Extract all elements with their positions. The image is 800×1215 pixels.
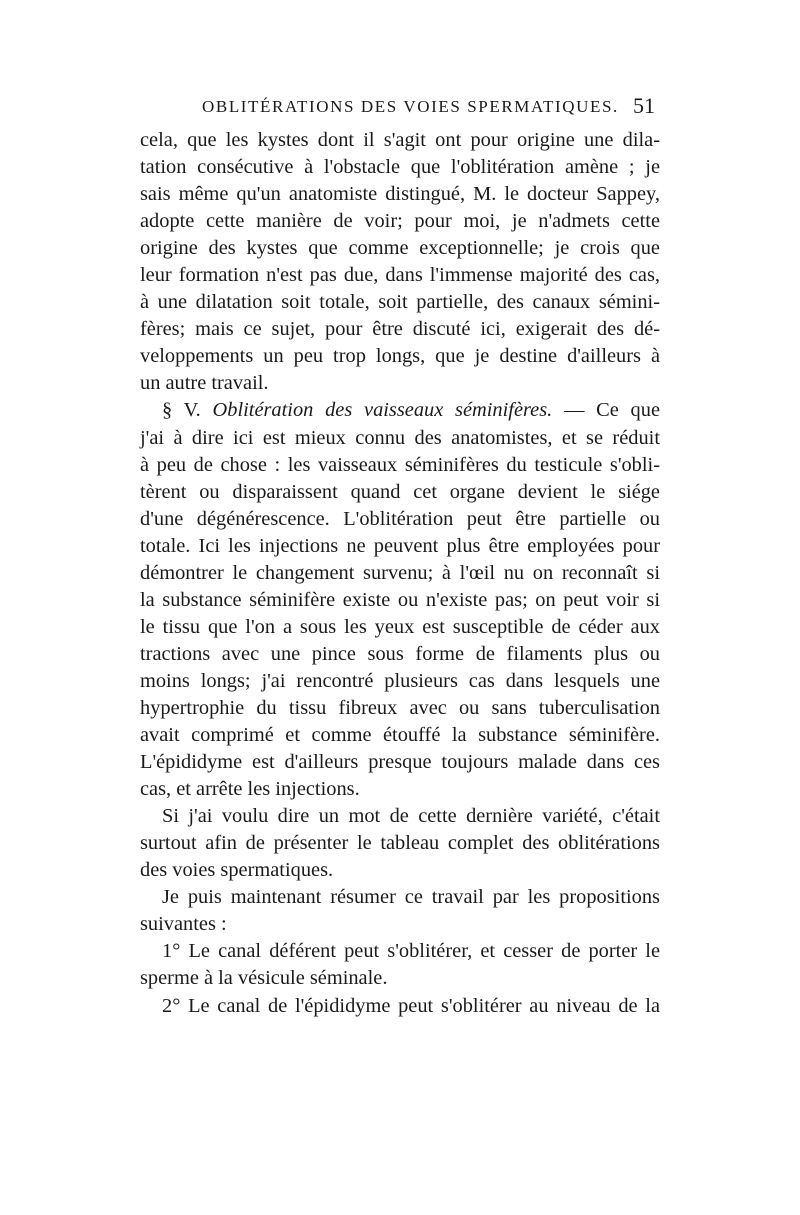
text-line: origine des kystes que comme exceptionnelle; je crois que <box>140 237 660 260</box>
text-line: j'ai à dire ici est mieux connu des anatomistes, et se réduit <box>140 426 660 449</box>
text-line: veloppements un peu trop longs, que je destine d'ailleurs à <box>140 345 660 368</box>
text-line: tractions avec une pince sous forme de filaments plus ou <box>140 642 660 665</box>
section-lead-text: — Ce que <box>564 399 660 422</box>
text-line: sais même qu'un anatomiste distingué, M. le docteur Sappey, <box>140 183 660 206</box>
text-line: avait comprimé et comme étouffé la substance séminifère. <box>140 724 660 747</box>
text-line: la substance séminifère existe ou n'existe pas; on peut voir si <box>140 588 660 611</box>
text-line: démontrer le changement survenu; à l'œil nu on reconnaît si <box>140 561 660 584</box>
text-line: surtout afin de présenter le tableau complet des oblitérations <box>140 832 660 855</box>
text-line: suivantes : <box>140 913 227 936</box>
list-item-line: 2° Le canal de l'épididyme peut s'oblitérer au niveau de la <box>162 994 660 1017</box>
text-line: tèrent ou disparaissent quand cet organe devient le siége <box>140 480 660 503</box>
list-item-line: 1° Le canal déférent peut s'oblitérer, et cesser de porter le <box>162 940 660 963</box>
text-line: des voies spermatiques. <box>140 859 334 882</box>
text-line: un autre travail. <box>140 372 269 395</box>
list-item-line: sperme à la vésicule séminale. <box>140 967 388 990</box>
text-line: cas, et arrête les injections. <box>140 778 360 801</box>
text-line: totale. Ici les injections ne peuvent plus être employées pour <box>140 534 660 557</box>
text-line: Je puis maintenant résumer ce travail par les propositions <box>162 886 660 909</box>
text-line: cela, que les kystes dont il s'agit ont pour origine une dila- <box>140 129 660 151</box>
page-header <box>140 93 655 123</box>
section-heading-line <box>140 397 660 424</box>
text-line: Si j'ai voulu dire un mot de cette dernière variété, c'était <box>162 805 660 828</box>
text-line: d'une dégénérescence. L'oblitération peut être partielle ou <box>140 507 660 530</box>
text-line: hypertrophie du tissu fibreux avec ou sans tuberculisation <box>140 696 660 719</box>
text-line: leur formation n'est pas due, dans l'immense majorité des cas, <box>140 264 660 287</box>
running-title: OBLITÉRATIONS DES VOIES SPERMATIQUES. <box>202 97 619 116</box>
text-line: à peu de chose : les vaisseaux séminifères du testicule s'obli- <box>140 453 660 476</box>
page-number: 51 <box>633 93 655 118</box>
text-line: à une dilatation soit totale, soit partielle, des canaux sémini- <box>140 291 660 314</box>
text-line: L'épididyme est d'ailleurs presque toujours malade dans ces <box>140 751 660 774</box>
text-line: adopte cette manière de voir; pour moi, je n'admets cette <box>140 210 660 233</box>
text-line: moins longs; j'ai rencontré plusieurs cas dans lesquels une <box>140 669 660 692</box>
text-line: le tissu que l'on a sous les yeux est susceptible de céder aux <box>140 615 660 638</box>
text-line: tation consécutive à l'obstacle que l'oblitération amène ; je <box>140 156 660 179</box>
section-number: § V. <box>162 399 201 422</box>
section-title: Oblitération des vaisseaux séminifères. <box>212 399 553 422</box>
text-line: fères; mais ce sujet, pour être discuté ici, exigerait des dé- <box>140 318 660 341</box>
body-text <box>140 127 660 1020</box>
